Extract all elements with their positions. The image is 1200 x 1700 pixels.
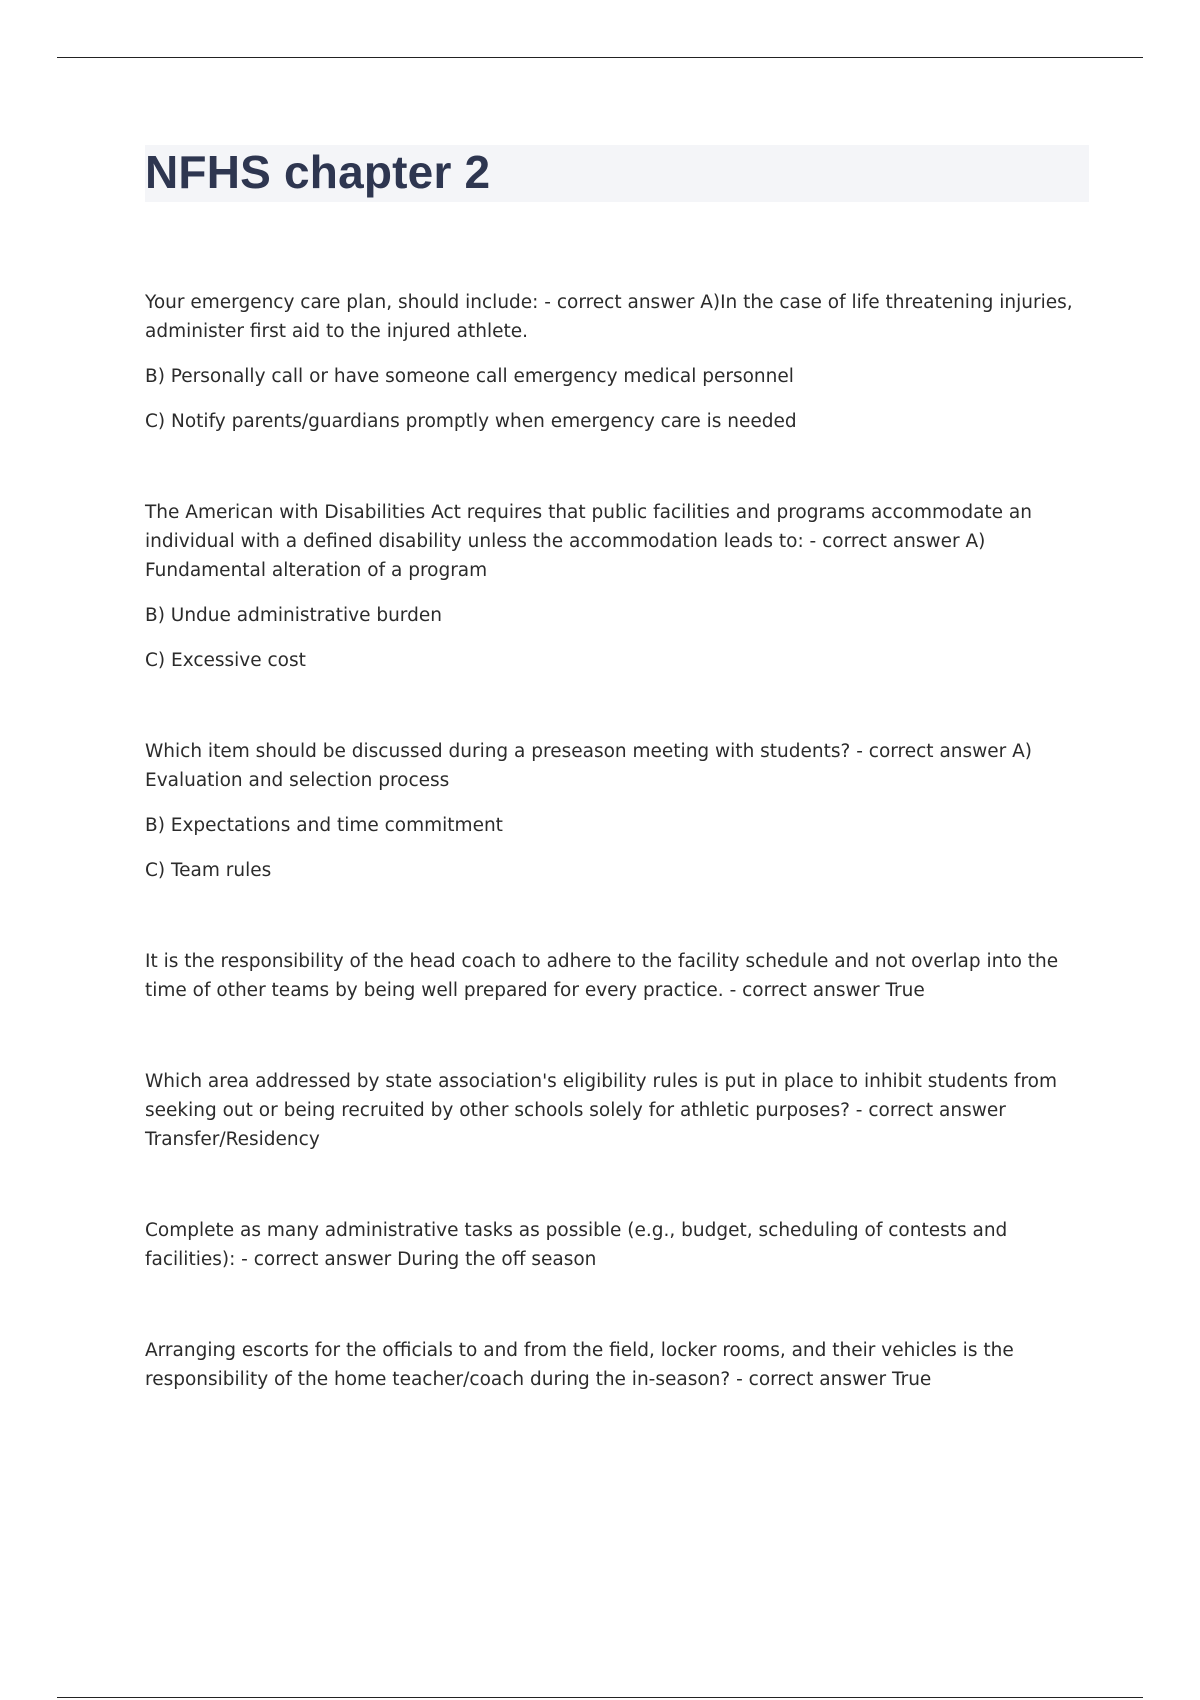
qa-question: The American with Disabilities Act requires that public facilities and programs accommodate an individual with a defined disability unless the accommodation leads to: - correct answer A) Fundamental alteration of a program: [145, 502, 1032, 581]
qa-item: [145, 1216, 1090, 1274]
qa-answer-option: B) Expectations and time commitment: [145, 815, 503, 836]
qa-question: Which item should be discussed during a preseason meeting with students? - correct answer A) Evaluation and selection process: [145, 741, 1033, 791]
qa-question: Complete as many administrative tasks as possible (e.g., budget, scheduling of contests and facilities): - correct answer During the off season: [145, 1220, 1008, 1270]
qa-question: Arranging escorts for the officials to and from the field, locker rooms, and their vehicles is the responsibility of the home teacher/coach during the in-season? - correct answer True: [145, 1340, 1014, 1390]
qa-answer-option: B) Undue administrative burden: [145, 605, 442, 626]
qa-question: Your emergency care plan, should include: - correct answer A)In the case of life threatening injuries, administer first aid to the injured athlete.: [145, 292, 1073, 342]
qa-item: [145, 1336, 1090, 1394]
qa-question: Which area addressed by state association's eligibility rules is put in place to inhibit students from seeking out or being recruited by other schools solely for athletic purposes? - correct answer Transfer/Residency: [145, 1071, 1058, 1150]
qa-item: [145, 737, 1090, 885]
qa-answer-option: C) Notify parents/guardians promptly when emergency care is needed: [145, 411, 797, 432]
top-rule: [57, 57, 1143, 58]
page-title: NFHS chapter 2: [145, 146, 491, 198]
qa-answer-option: B) Personally call or have someone call emergency medical personnel: [145, 366, 794, 387]
qa-item: [145, 1067, 1090, 1154]
qa-item: [145, 498, 1090, 675]
qa-item: [145, 288, 1090, 436]
bottom-rule: [57, 1697, 1143, 1698]
qa-question: It is the responsibility of the head coach to adhere to the facility schedule and not overlap into the time of other teams by being well prepared for every practice. - correct answer True: [145, 951, 1059, 1001]
qa-item: [145, 947, 1090, 1005]
qa-answer-option: C) Team rules: [145, 860, 272, 881]
qa-answer-option: C) Excessive cost: [145, 650, 306, 671]
qa-list: [145, 288, 1090, 1456]
